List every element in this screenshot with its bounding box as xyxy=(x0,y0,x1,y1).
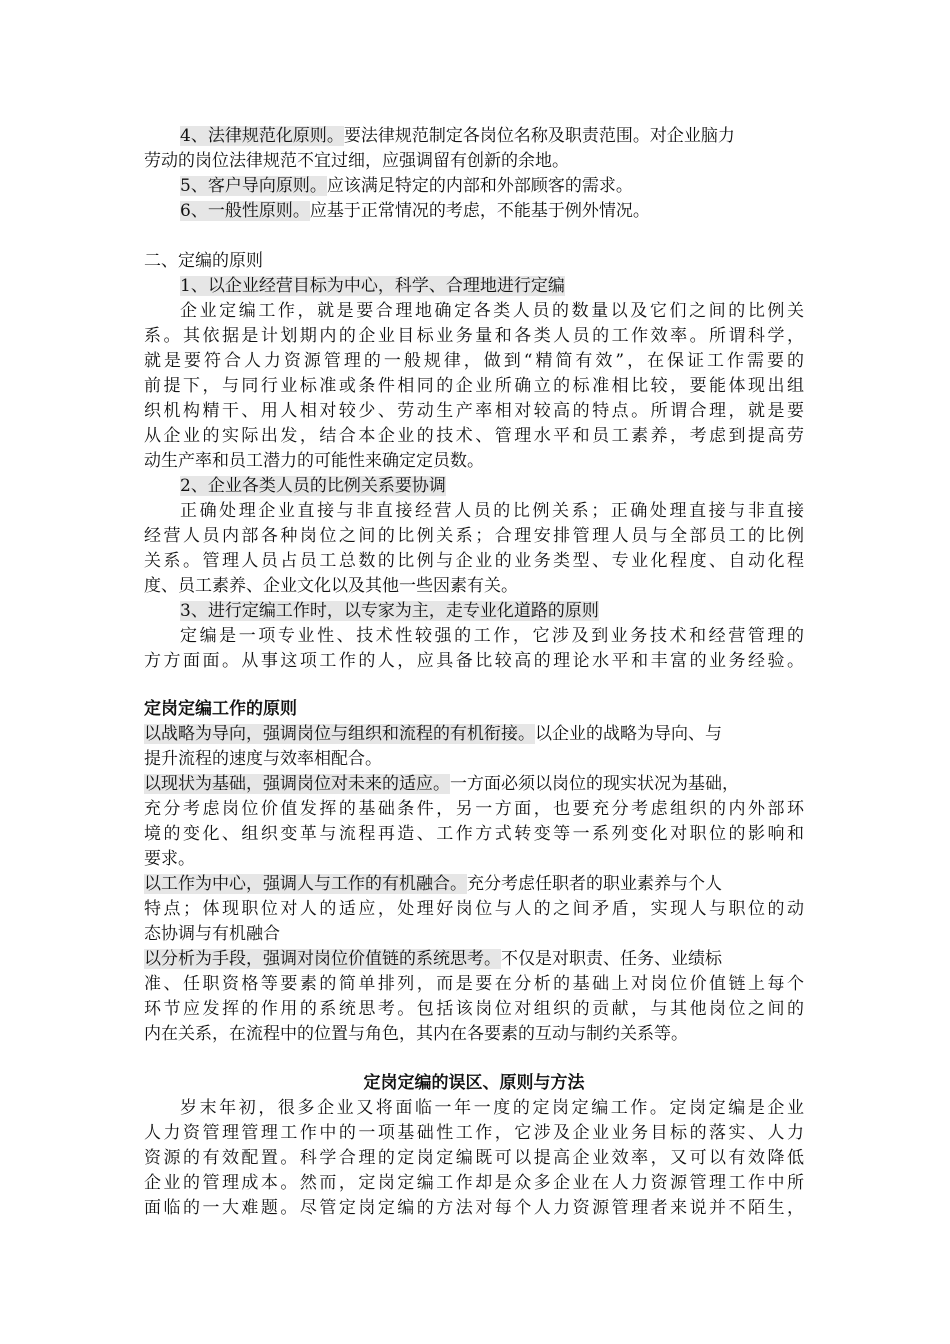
item-2-text: 一方面必须以岗位的现实状况为基础， xyxy=(450,774,739,794)
item-1-text: 以企业的战略为导向、与 xyxy=(535,724,722,744)
sub-heading-1-text: 1、以企业经营目标为中心，科学、合理地进行定编 xyxy=(180,276,565,296)
principle-5 xyxy=(144,174,804,199)
section-heading-job-positioning: 定岗定编工作的原则 xyxy=(144,699,297,719)
sub-heading-3-text: 3、进行定编工作时，以专家为主，走专业化道路的原则 xyxy=(180,601,599,621)
principle-4 xyxy=(144,124,804,149)
para1-line: 企业定编工作，就是要合理地确定各类人员的数量以及它们之间的比例关 xyxy=(180,301,804,321)
para1-line: 前提下，与同行业标准或条件相同的企业所确立的标准相比较，要能体现出组 xyxy=(144,376,804,396)
para2-line: 正确处理企业直接与非直接经营人员的比例关系；正确处理直接与非直接 xyxy=(180,501,804,521)
item-3-text: 充分考虑任职者的职业素养与个人 xyxy=(467,874,722,894)
item-4 xyxy=(144,947,804,972)
principle-5-text: 应该满足特定的内部和外部顾客的需求。 xyxy=(326,176,633,196)
para1-line: 就是要符合人力资源管理的一般规律，做到“精简有效”，在保证工作需要的 xyxy=(144,351,804,371)
item-2-line: 境的变化、组织变革与流程再造、工作方式转变等一系列变化对职位的影响和 xyxy=(144,824,804,844)
item-1 xyxy=(144,722,804,747)
item-4-line: 环节应发挥的作用的系统思考。包括该岗位对组织的贡献，与其他岗位之间的 xyxy=(144,999,804,1019)
principle-5-title: 5、客户导向原则。 xyxy=(180,176,327,196)
item-2-line: 充分考虑岗位价值发挥的基础条件，另一方面，也要充分考虑组织的内外部环 xyxy=(144,799,804,819)
sub-heading-1 xyxy=(144,274,804,299)
item-4-text: 不仅是对职责、任务、业绩标 xyxy=(501,949,722,969)
item-3-title: 以工作为中心，强调人与工作的有机融合。 xyxy=(144,874,467,894)
article-line: 资源的有效配置。科学合理的定岗定编既可以提高企业效率，又可以有效降低 xyxy=(144,1148,804,1168)
item-2-title: 以现状为基础，强调岗位对未来的适应。 xyxy=(144,774,450,794)
item-2-line: 要求。 xyxy=(144,849,195,869)
para3-line: 方方面面。从事这项工作的人，应具备比较高的理论水平和丰富的业务经验。 xyxy=(144,651,804,671)
section-heading-staffing: 二、定编的原则 xyxy=(144,251,263,271)
principle-4-title: 4、法律规范化原则。 xyxy=(180,126,344,146)
para2-line: 关系。管理人员占员工总数的比例与企业的业务类型、专业化程度、自动化程 xyxy=(144,551,804,571)
principle-4-text: 要法律规范制定各岗位名称及职责范围。对企业脑力 xyxy=(343,126,735,146)
article-line: 面临的一大难题。尽管定岗定编的方法对每个人力资源管理者来说并不陌生， xyxy=(144,1198,804,1218)
sub-heading-2 xyxy=(144,474,804,499)
principle-6-title: 6、一般性原则。 xyxy=(180,201,310,221)
item-3-line: 态协调与有机融合 xyxy=(144,924,280,944)
article-line: 岁末年初，很多企业又将面临一年一度的定岗定编工作。定岗定编是企业 xyxy=(180,1098,804,1118)
item-2 xyxy=(144,772,804,797)
item-3 xyxy=(144,872,804,897)
item-4-line: 内在关系，在流程中的位置与角色，其内在各要素的互动与制约关系等。 xyxy=(144,1024,688,1044)
principle-6 xyxy=(144,199,804,224)
item-1-line2: 提升流程的速度与效率相配合。 xyxy=(144,749,382,769)
article-title: 定岗定编的误区、原则与方法 xyxy=(363,1073,585,1093)
item-4-title: 以分析为手段，强调对岗位价值链的系统思考。 xyxy=(144,949,501,969)
para1-line: 从企业的实际出发，结合本企业的技术、管理水平和员工素养，考虑到提高劳 xyxy=(144,426,804,446)
principle-4-line2: 劳动的岗位法律规范不宜过细，应强调留有创新的余地。 xyxy=(144,151,569,171)
staffing-principles-section xyxy=(144,249,804,674)
article-line: 企业的管理成本。然而，定岗定编工作却是众多企业在人力资源管理工作中所 xyxy=(144,1173,804,1193)
para2-line: 经营人员内部各种岗位之间的比例关系；合理安排管理人员与全部员工的比例 xyxy=(144,526,804,546)
para3-line: 定编是一项专业性、技术性较强的工作，它涉及到业务技术和经营管理的 xyxy=(180,626,804,646)
item-1-title: 以战略为导向，强调岗位与组织和流程的有机衔接。 xyxy=(144,724,535,744)
para1-line: 系。其依据是计划期内的企业目标业务量和各类人员的工作效率。所谓科学， xyxy=(144,326,804,346)
principle-6-text: 应基于正常情况的考虑，不能基于例外情况。 xyxy=(309,201,650,221)
job-positioning-section xyxy=(144,697,804,1047)
para1-line: 织机构精干、用人相对较少、劳动生产率相对较高的特点。所谓合理，就是要 xyxy=(144,401,804,421)
sub-heading-2-text: 2、企业各类人员的比例关系要协调 xyxy=(180,476,446,496)
para2-line: 度、员工素养、企业文化以及其他一些因素有关。 xyxy=(144,576,518,596)
sub-heading-3 xyxy=(144,599,804,624)
article-section xyxy=(144,1071,804,1221)
item-3-line: 特点；体现职位对人的适应，处理好岗位与人的之间矛盾，实现人与职位的动 xyxy=(144,899,804,919)
principles-continued xyxy=(144,124,804,224)
item-4-line: 准、任职资格等要素的简单排列，而是要在分析的基础上对岗位价值链上每个 xyxy=(144,974,804,994)
article-line: 人力资管理管理工作中的一项基础性工作，它涉及企业业务目标的落实、人力 xyxy=(144,1123,804,1143)
para1-line: 动生产率和员工潜力的可能性来确定定员数。 xyxy=(144,451,484,471)
